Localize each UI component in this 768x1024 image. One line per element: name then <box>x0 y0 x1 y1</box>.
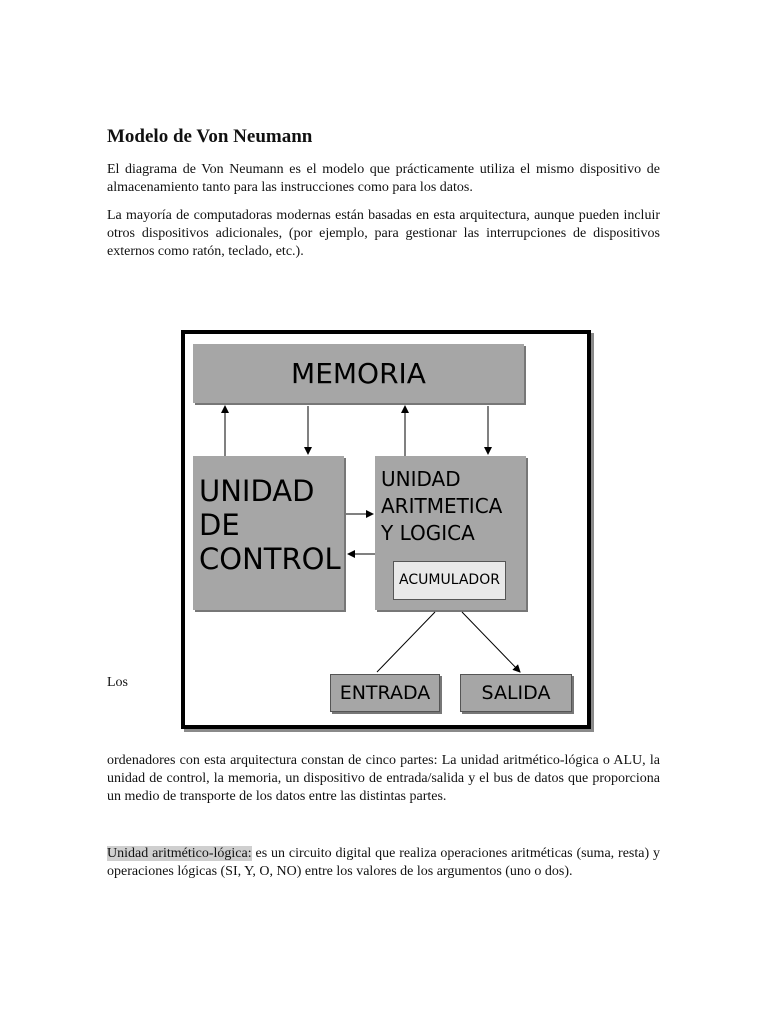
acumulador-box: ACUMULADOR <box>393 561 506 600</box>
alu-line-2: ARITMETICA <box>381 494 503 518</box>
alu-line-1: UNIDAD <box>381 467 461 491</box>
arrow-alu-to-salida <box>462 612 520 672</box>
alu-term-highlight: Unidad aritmético-lógica: <box>107 846 252 861</box>
page-title: Modelo de Von Neumann <box>107 126 313 147</box>
control-line-2: DE <box>199 508 240 542</box>
parts-paragraph: ordenadores con esta arquitectura constan de cinco partes: La unidad aritmético-lógica o ALU, la unidad de control, la memoria, un dispositivo de entrada/salida y el bus de datos que proporciona un medio de transporte de los datos entre las distintas partes. <box>107 753 660 804</box>
alu-definition-text: es un circuito digital que realiza operaciones aritméticas (suma, resta) y operaciones lógicas (SI, Y, O, NO) entre los valores de los argumentos (uno o dos). <box>107 846 660 879</box>
control-line-1: UNIDAD <box>199 474 315 508</box>
diagram-arrows <box>185 334 587 725</box>
entrada-box: ENTRADA <box>330 674 440 712</box>
alu-definition-paragraph <box>107 845 660 881</box>
alu-line-3: Y LOGICA <box>381 521 475 545</box>
salida-box: SALIDA <box>460 674 572 712</box>
von-neumann-diagram <box>181 330 591 729</box>
intro-paragraph: El diagrama de Von Neumann es el modelo que prácticamente utiliza el mismo dispositivo de almacenamiento tanto para las instrucciones como para los datos. <box>107 162 660 195</box>
memoria-box: MEMORIA <box>193 344 524 403</box>
arrow-alu-to-entrada <box>377 612 435 672</box>
architecture-paragraph: La mayoría de computadoras modernas están basadas en esta arquitectura, aunque pueden incluir otros dispositivos adicionales, (por ejemplo, para gestionar las interrupciones de dispositivos externos como ratón, teclado, etc.). <box>107 208 660 259</box>
los-text: Los <box>107 675 128 690</box>
control-line-3: CONTROL <box>199 542 341 576</box>
